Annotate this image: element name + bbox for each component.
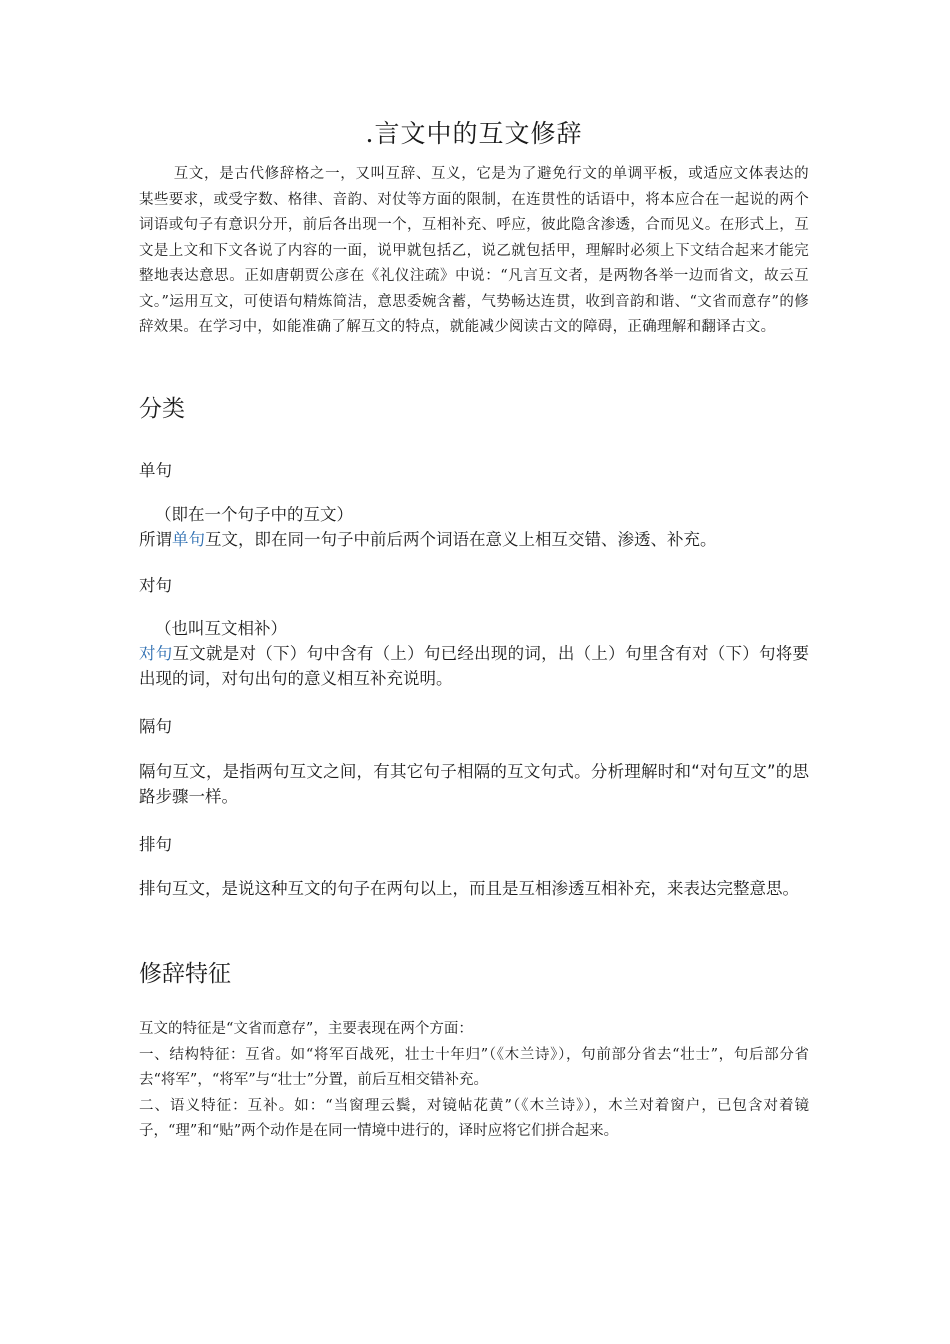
parallel-paragraph: 排句互文，是说这种互文的句子在两句以上，而且是互相渗透互相补充，来表达完整意思。: [139, 879, 799, 898]
page-title: .言文中的互文修辞: [365, 119, 583, 148]
subheading-parallel: 排句: [139, 835, 172, 854]
single-note: （即在一个句子中的互文）: [155, 505, 353, 524]
features-line: 互文的特征是“文省而意存”，主要表现在两个方面：: [139, 1021, 473, 1037]
single-text-after: 互文，即在同一句子中前后两个词语在意义上相互交错、渗透、补充。: [205, 530, 717, 549]
intro-paragraph: 互文，是古代修辞格之一，又叫互辞、互义，它是为了避免行文的单调平板，或适应文体表达的某些要求，或受字数、格律、音韵、对仗等方面的限制，在连贯性的话语中，将本应合在一起说的两个词语或句子有意识分开，前后各出现一个，互相补充、呼应，彼此隐含渗透，合而见义。在形式上，互文是上文和下文各说了内容的一面，说甲就包括乙，说乙就包括甲，理解时必须上下文结合起来才能完整地表达意思。正如唐朝贾公彦在《礼仪注疏》中说：“凡言互文者，是两物各举一边而省文，故云互文。”运用互文，可使语句精炼简洁，意思委婉含蓄，气势畅达连贯，收到音韵和谐、“文省而意存”的修辞效果。在学习中，如能准确了解互文的特点，就能减少阅读古文的障碍，正确理解和翻译古文。: [139, 166, 809, 335]
features-line: 一、结构特征：互省。如“将军百战死，壮士十年归”（《木兰诗》），句前部分省去“壮士”，句后部分省去“将军”，“将军”与“壮士”分置，前后互相交错补充。: [139, 1046, 809, 1088]
paired-note: （也叫互文相补）: [155, 619, 287, 638]
features-line: 二、语义特征：互补。如：“当窗理云鬓，对镜帖花黄”（《木兰诗》），木兰对着窗户，已包含对着镜子，“理”和“贴”两个动作是在同一情境中进行的，译时应将它们拼合起来。: [139, 1097, 809, 1139]
subheading-paired: 对句: [139, 576, 172, 595]
separated-paragraph: 隔句互文，是指两句互文之间，有其它句子相隔的互文句式。分析理解时和“对句互文”的思路步骤一样。: [139, 762, 809, 806]
single-sentence-block: [139, 502, 809, 552]
subheading-separated: 隔句: [139, 717, 172, 736]
single-text-before: 所谓: [139, 530, 172, 549]
paired-text-after: 互文就是对（下）句中含有（上）句已经出现的词，出（上）句里含有对（下）句将要出现的词，对句出句的意义相互补充说明。: [139, 644, 810, 688]
features-block: [139, 1017, 809, 1145]
section-heading-features: 修辞特征: [139, 961, 231, 987]
section-heading-classification: 分类: [139, 396, 185, 422]
paired-sentence-block: [139, 616, 809, 691]
single-link[interactable]: 单句: [172, 530, 205, 549]
paired-link[interactable]: 对句: [139, 644, 173, 663]
subheading-single: 单句: [139, 461, 172, 480]
